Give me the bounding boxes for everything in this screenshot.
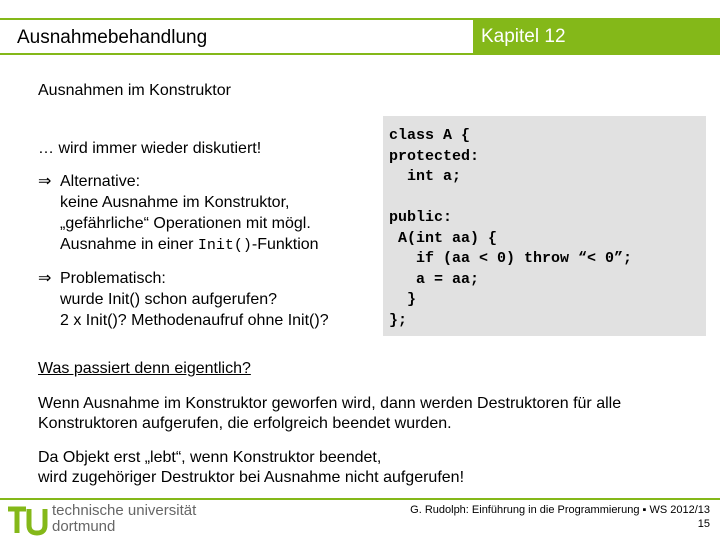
chapter-label: Kapitel 12 — [481, 26, 566, 47]
line4-text: Ausnahme in einer — [60, 236, 198, 253]
code-line: public: — [389, 209, 453, 226]
page-number: 15 — [697, 518, 710, 530]
line4-suffix: -Funktion — [251, 236, 319, 253]
bullet-alternative-line2: keine Ausnahme im Konstruktor, — [60, 194, 290, 211]
footer-course: G. Rudolph: Einführung in die Programmierung ▪ WS 2012/13 — [410, 504, 710, 516]
header-title-bar — [0, 18, 473, 55]
code-line: a = aa; — [389, 270, 480, 288]
bullet-problematic-line1: Problematisch: — [60, 270, 166, 287]
implies-icon: ⇒ — [38, 270, 52, 287]
conclusion-line2: wird zugehöriger Destruktor bei Ausnahme nicht aufgerufen! — [38, 469, 465, 486]
code-line: if (aa < 0) throw “< 0”; — [389, 250, 633, 267]
bullet-problematic — [38, 268, 383, 331]
question-heading: Was passiert denn eigentlich? — [38, 360, 251, 377]
code-listing — [389, 126, 700, 331]
implies-icon: ⇒ — [38, 173, 52, 190]
university-name — [52, 503, 196, 535]
code-line: protected: — [389, 147, 480, 165]
chapter-bar — [473, 18, 720, 55]
code-line: class A { — [389, 127, 471, 144]
section-subtitle: Ausnahmen im Konstruktor — [38, 82, 231, 99]
code-line: }; — [389, 311, 408, 329]
bullet-alternative — [38, 171, 383, 256]
university-line1: technische universität — [52, 502, 197, 519]
bullet-problematic-line2: wurde Init() schon aufgerufen? — [60, 291, 278, 308]
bullet-alternative-line4 — [60, 234, 319, 256]
bullet-alternative-line3: „gefährliche“ Operationen mit mögl. — [60, 215, 311, 232]
code-line: } — [389, 291, 417, 308]
footer-credit — [410, 503, 710, 531]
code-line: A(int aa) { — [389, 229, 498, 247]
bullet-problematic-line3: 2 x Init()? Methodenaufruf ohne Init()? — [60, 312, 329, 329]
conclusion-line1: Da Objekt erst „lebt“, wenn Konstruktor beendet, — [38, 449, 382, 466]
code-block — [383, 116, 706, 336]
explanation-paragraph: Wenn Ausnahme im Konstruktor geworfen wird, dann werden Destruktoren für alle Konstruktoren aufgerufen, die erfolgreich beendet wurden. — [38, 395, 622, 432]
bullet-alternative-line1: Alternative: — [60, 173, 141, 190]
conclusion-paragraph — [38, 448, 698, 488]
left-column — [38, 138, 383, 343]
footer-divider — [0, 498, 720, 500]
code-line: int a; — [389, 168, 462, 185]
init-code: Init() — [197, 237, 252, 254]
intro-text: … wird immer wieder diskutiert! — [38, 140, 262, 157]
slide-title: Ausnahmebehandlung — [17, 27, 208, 48]
university-line2: dortmund — [52, 518, 116, 535]
